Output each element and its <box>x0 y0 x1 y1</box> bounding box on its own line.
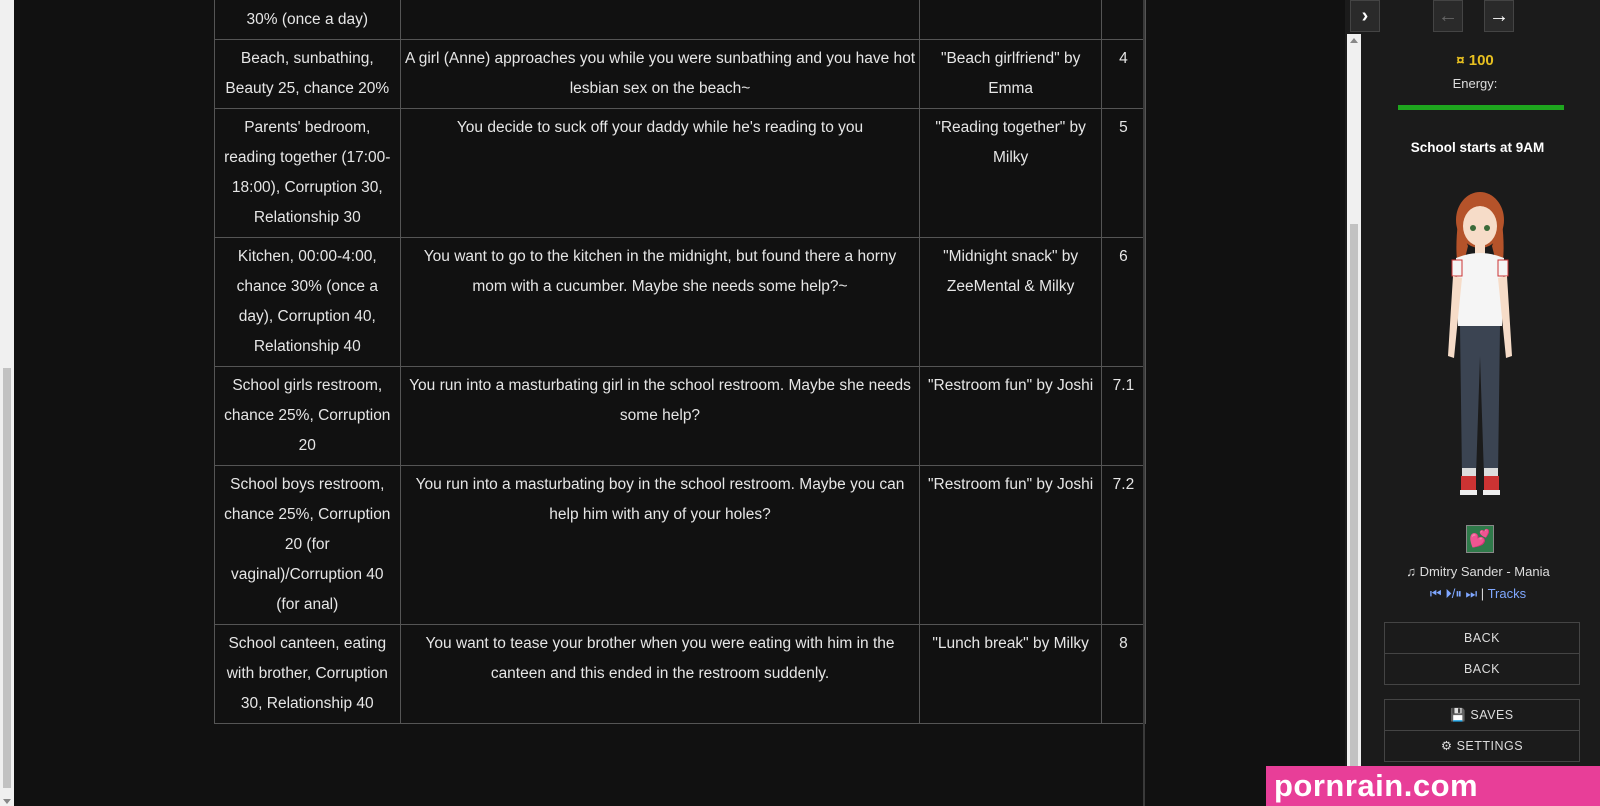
cell-number: 8 <box>1101 625 1145 724</box>
cell-location: Beach, sunbathing, Beauty 25, chance 20% <box>215 40 401 109</box>
tracks-link[interactable]: Tracks <box>1487 586 1527 601</box>
settings-button[interactable]: ⚙ SETTINGS <box>1384 730 1580 762</box>
cell-title: "Midnight snack" by ZeeMental & Milky <box>920 238 1101 367</box>
page-scrollbar[interactable] <box>0 0 14 806</box>
cell-location: School canteen, eating with brother, Corruption 30, Relationship 40 <box>215 625 401 724</box>
scroll-down-arrow-icon[interactable] <box>3 799 11 804</box>
table-row <box>215 625 1146 724</box>
cell-location: Parents' bedroom, reading together (17:00-18:00), Corruption 30, Relationship 30 <box>215 109 401 238</box>
cell-title: "Lunch break" by Milky <box>920 625 1101 724</box>
saves-button[interactable]: 💾 SAVES <box>1384 699 1580 731</box>
energy-bar-fill <box>1398 105 1564 110</box>
cell-title: "Restroom fun" by Joshi <box>920 466 1101 625</box>
cell-description: A girl (Anne) approaches you while you were sunbathing and you have hot lesbian sex on the beach~ <box>400 40 920 109</box>
character-portrait <box>1440 186 1520 516</box>
cell-number: 5 <box>1101 109 1145 238</box>
cell-location: Kitchen, 00:00-4:00, chance 30% (once a day), Corruption 40, Relationship 40 <box>215 238 401 367</box>
cell-description: You run into a masturbating girl in the school restroom. Maybe she needs some help? <box>400 367 920 466</box>
table-row <box>215 238 1146 367</box>
cell-description: You want to tease your brother when you were eating with him in the canteen and this ended in the restroom suddenly. <box>400 625 920 724</box>
music-controls <box>1390 586 1566 602</box>
music-separator: | <box>1480 586 1485 601</box>
energy-label: Energy: <box>1452 76 1498 91</box>
history-forward-button[interactable] <box>1484 0 1514 32</box>
cell-title <box>920 0 1101 40</box>
cell-title: "Reading together" by Milky <box>920 109 1101 238</box>
cell-number: 4 <box>1101 40 1145 109</box>
cell-description <box>400 0 920 40</box>
sidebar-scrollbar[interactable] <box>1347 34 1361 806</box>
cell-number: 6 <box>1101 238 1145 367</box>
cell-description: You want to go to the kitchen in the midnight, but found there a horny mom with a cucumber. Maybe she needs some help?~ <box>400 238 920 367</box>
events-table <box>214 0 1146 724</box>
cell-location: School boys restroom, chance 25%, Corruption 20 (for vaginal)/Corruption 40 (for anal) <box>215 466 401 625</box>
history-back-button[interactable] <box>1433 0 1463 32</box>
page-scrollbar-thumb[interactable] <box>3 368 11 788</box>
cell-description: You decide to suck off your daddy while he's reading to you <box>400 109 920 238</box>
school-notice: School starts at 9AM <box>1410 140 1545 155</box>
music-track: ♫ Dmitry Sander - Mania <box>1406 564 1550 579</box>
cell-title: "Beach girlfriend" by Emma <box>920 40 1101 109</box>
scroll-up-arrow-icon[interactable] <box>1350 38 1358 43</box>
energy-bar <box>1398 105 1564 110</box>
collapse-sidebar-button[interactable] <box>1350 0 1380 32</box>
chevron-right-icon: › <box>1361 4 1369 27</box>
events-table-container <box>214 0 1146 806</box>
table-row <box>215 109 1146 238</box>
cell-description: You run into a masturbating boy in the school restroom. Maybe you can help him with any of your holes? <box>400 466 920 625</box>
relationship-button[interactable] <box>1466 525 1494 553</box>
music-playback-controls[interactable]: ⏮ ⏵/⏸ ⏭ <box>1429 586 1478 601</box>
cell-number: 7.2 <box>1101 466 1145 625</box>
back-button-2[interactable]: BACK <box>1384 653 1580 685</box>
cell-location: 30% (once a day) <box>215 0 401 40</box>
watermark: pornrain.com <box>1266 766 1600 806</box>
table-row <box>215 40 1146 109</box>
content-edge <box>1143 0 1145 806</box>
table-row <box>215 367 1146 466</box>
cell-number <box>1101 0 1145 40</box>
cell-title: "Restroom fun" by Joshi <box>920 367 1101 466</box>
arrow-left-icon: ← <box>1438 4 1458 27</box>
table-row <box>215 466 1146 625</box>
hearts-icon: 💕 <box>1469 529 1491 548</box>
energy-value: ¤ 100 <box>1456 52 1494 69</box>
back-button[interactable]: BACK <box>1384 622 1580 654</box>
cell-number: 7.1 <box>1101 367 1145 466</box>
cell-location: School girls restroom, chance 25%, Corruption 20 <box>215 367 401 466</box>
arrow-right-icon: → <box>1489 4 1509 27</box>
sidebar-scrollbar-thumb[interactable] <box>1350 224 1358 784</box>
table-row <box>215 0 1146 40</box>
